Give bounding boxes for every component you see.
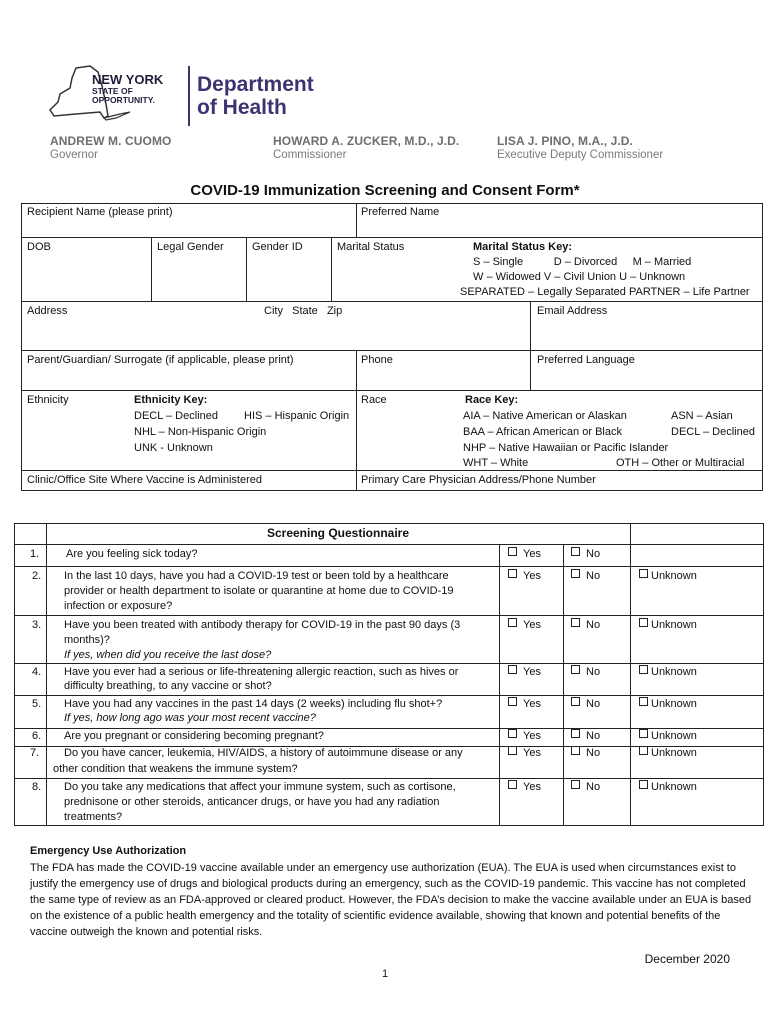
checkbox-icon[interactable] bbox=[508, 697, 517, 706]
gender-id-field[interactable]: Gender ID bbox=[252, 241, 303, 253]
checkbox-icon[interactable] bbox=[508, 729, 517, 738]
question-number: 4. bbox=[32, 666, 42, 678]
guardian-field[interactable]: Parent/Guardian/ Surrogate (if applicable, please print) bbox=[27, 354, 294, 366]
question-text: months)? bbox=[64, 634, 110, 646]
checkbox-icon[interactable] bbox=[639, 746, 648, 755]
q1-yes-option[interactable]: Yes bbox=[508, 547, 541, 563]
marital-key-title: Marital Status Key: bbox=[473, 241, 573, 253]
ethnicity-key-decl: DECL – Declined bbox=[134, 410, 218, 422]
question-number: 3. bbox=[32, 619, 42, 631]
checkbox-icon[interactable] bbox=[639, 569, 648, 578]
q6-yes-option[interactable]: Yes bbox=[508, 729, 541, 745]
question-text: provider or health department to isolate or quarantine at home due to COVID-19 bbox=[64, 585, 454, 597]
race-key-title: Race Key: bbox=[465, 394, 519, 406]
race-key-nhp: NHP – Native Hawaiian or Pacific Islander bbox=[463, 442, 669, 454]
question-text: Have you had any vaccines in the past 14 days (2 weeks) including flu shot+? bbox=[64, 698, 443, 710]
checkbox-icon[interactable] bbox=[508, 746, 517, 755]
ny-logo-line2: STATE OF bbox=[92, 86, 133, 96]
q6-no-option[interactable]: No bbox=[571, 729, 600, 745]
marital-key-line3: SEPARATED – Legally Separated PARTNER – Life Partner bbox=[460, 286, 750, 298]
q3-unknown-option[interactable]: Unknown bbox=[639, 618, 697, 634]
q7-yes-option[interactable]: Yes bbox=[508, 746, 541, 762]
checkbox-icon[interactable] bbox=[508, 665, 517, 674]
official-title-2: Commissioner bbox=[273, 149, 347, 161]
q7-unknown-option[interactable]: Unknown bbox=[639, 746, 697, 762]
q6-unknown-option[interactable]: Unknown bbox=[639, 729, 697, 745]
checkbox-icon[interactable] bbox=[571, 780, 580, 789]
checkbox-icon[interactable] bbox=[571, 729, 580, 738]
race-key-baa: BAA – African American or Black bbox=[463, 426, 622, 438]
email-field[interactable]: Email Address bbox=[537, 305, 608, 317]
logo-divider bbox=[188, 66, 190, 126]
question-text: In the last 10 days, have you had a COVID-19 test or been told by a healthcare bbox=[64, 570, 449, 582]
q2-unknown-option[interactable]: Unknown bbox=[639, 569, 697, 585]
q8-unknown-option[interactable]: Unknown bbox=[639, 780, 697, 796]
q5-no-option[interactable]: No bbox=[571, 697, 600, 713]
checkbox-icon[interactable] bbox=[571, 665, 580, 674]
ethnicity-key-nhl: NHL – Non-Hispanic Origin bbox=[134, 426, 267, 438]
q2-yes-option[interactable]: Yes bbox=[508, 569, 541, 585]
q2-no-option[interactable]: No bbox=[571, 569, 600, 585]
city-state-zip-field[interactable]: City State Zip bbox=[264, 305, 343, 317]
checkbox-icon[interactable] bbox=[508, 780, 517, 789]
checkbox-icon[interactable] bbox=[639, 618, 648, 627]
question-text: Have you been treated with antibody therapy for COVID-19 in the past 90 days (3 bbox=[64, 619, 461, 631]
screening-title: Screening Questionnaire bbox=[266, 526, 410, 540]
race-field[interactable]: Race bbox=[361, 394, 387, 406]
marital-key-line2: W – Widowed V – Civil Union U – Unknown bbox=[473, 271, 686, 283]
q4-unknown-option[interactable]: Unknown bbox=[639, 665, 697, 681]
footer-date: December 2020 bbox=[644, 952, 730, 966]
official-name-3: LISA J. PINO, M.A., J.D. bbox=[497, 134, 633, 148]
pcp-field[interactable]: Primary Care Physician Address/Phone Number bbox=[361, 474, 596, 486]
eua-heading: Emergency Use Authorization bbox=[30, 845, 187, 857]
race-key-asn: ASN – Asian bbox=[671, 410, 733, 422]
question-text: Are you pregnant or considering becoming pregnant? bbox=[64, 730, 324, 742]
dept-line2: of Health bbox=[197, 96, 287, 119]
checkbox-icon[interactable] bbox=[571, 618, 580, 627]
official-name-1: ANDREW M. CUOMO bbox=[50, 134, 172, 148]
question-text: Do you take any medications that affect your immune system, such as cortisone, bbox=[64, 781, 456, 793]
question-text: difficulty breathing, to any vaccine or shot? bbox=[64, 680, 272, 692]
question-number: 1. bbox=[30, 548, 40, 560]
phone-field[interactable]: Phone bbox=[361, 354, 393, 366]
checkbox-icon[interactable] bbox=[508, 618, 517, 627]
dob-field[interactable]: DOB bbox=[27, 241, 51, 253]
ny-logo-line1: NEW YORK bbox=[92, 72, 164, 87]
form-title: COVID-19 Immunization Screening and Consent Form* bbox=[190, 182, 580, 199]
checkbox-icon[interactable] bbox=[508, 569, 517, 578]
checkbox-icon[interactable] bbox=[571, 697, 580, 706]
q5-unknown-option[interactable]: Unknown bbox=[639, 697, 697, 713]
q1-no-option[interactable]: No bbox=[571, 547, 600, 563]
official-name-2: HOWARD A. ZUCKER, M.D., J.D. bbox=[273, 134, 460, 148]
q3-yes-option[interactable]: Yes bbox=[508, 618, 541, 634]
checkbox-icon[interactable] bbox=[508, 547, 517, 556]
preferred-name-field[interactable]: Preferred Name bbox=[361, 206, 440, 218]
page-number: 1 bbox=[381, 968, 389, 980]
q7-no-option[interactable]: No bbox=[571, 746, 600, 762]
question-text: Do you have cancer, leukemia, HIV/AIDS, a history of autoimmune disease or any bbox=[64, 747, 463, 759]
checkbox-icon[interactable] bbox=[571, 569, 580, 578]
checkbox-icon[interactable] bbox=[639, 780, 648, 789]
clinic-site-field[interactable]: Clinic/Office Site Where Vaccine is Administered bbox=[27, 474, 262, 486]
question-text: Are you feeling sick today? bbox=[66, 548, 198, 560]
race-key-aia: AIA – Native American or Alaskan bbox=[463, 410, 627, 422]
checkbox-icon[interactable] bbox=[639, 665, 648, 674]
question-followup: If yes, when did you receive the last dose? bbox=[64, 649, 272, 661]
official-title-3: Executive Deputy Commissioner bbox=[497, 149, 664, 161]
question-number: 7. bbox=[30, 747, 40, 759]
eua-body: The FDA has made the COVID-19 vaccine available under an emergency use authorization (EUA). The EUA is used when circumstances exist to justify the emergency use of drugs and biological products during an emergency, such as the COVID-19 pandemic. This vaccine has not completed the same type of review as an FDA-approved or cleared product. However, the FDA’s decision to make the vaccine available under an EUA is based on the existence of a public health emergency and the totality of scientific evidence available, showing that known and potential benefits of the vaccine outweigh the known and potential risks. bbox=[30, 862, 752, 938]
ethnicity-key-title: Ethnicity Key: bbox=[134, 394, 208, 406]
question-followup: If yes, how long ago was your most recent vaccine? bbox=[64, 712, 316, 724]
question-text: infection or exposure? bbox=[64, 600, 173, 612]
question-text: prednisone or other steroids, anticancer drugs, or have you had any radiation bbox=[64, 796, 440, 808]
marital-status-field[interactable]: Marital Status bbox=[337, 241, 405, 253]
question-number: 2. bbox=[32, 570, 42, 582]
q4-no-option[interactable]: No bbox=[571, 665, 600, 681]
marital-key-line1: S – Single D – Divorced M – Married bbox=[473, 256, 692, 268]
official-title-1: Governor bbox=[50, 149, 98, 161]
q8-no-option[interactable]: No bbox=[571, 780, 600, 796]
q8-yes-option[interactable]: Yes bbox=[508, 780, 541, 796]
q4-yes-option[interactable]: Yes bbox=[508, 665, 541, 681]
checkbox-icon[interactable] bbox=[639, 697, 648, 706]
question-text: Have you ever had a serious or life-threatening allergic reaction, such as hives or bbox=[64, 666, 459, 678]
checkbox-icon[interactable] bbox=[571, 746, 580, 755]
recipient-name-field[interactable]: Recipient Name (please print) bbox=[27, 206, 173, 218]
ethnicity-field[interactable]: Ethnicity bbox=[27, 394, 69, 406]
race-key-decl: DECL – Declined bbox=[671, 426, 755, 438]
question-number: 8. bbox=[32, 781, 42, 793]
race-key-wht: WHT – White bbox=[463, 457, 529, 469]
ethnicity-key-unk: UNK - Unknown bbox=[134, 442, 213, 454]
q3-no-option[interactable]: No bbox=[571, 618, 600, 634]
question-text: other condition that weakens the immune system? bbox=[53, 763, 298, 775]
question-number: 6. bbox=[32, 730, 42, 742]
ny-logo-line3: OPPORTUNITY. bbox=[92, 95, 155, 105]
question-text: treatments? bbox=[64, 811, 123, 823]
legal-gender-field[interactable]: Legal Gender bbox=[157, 241, 224, 253]
checkbox-icon[interactable] bbox=[571, 547, 580, 556]
ethnicity-key-his: HIS – Hispanic Origin bbox=[244, 410, 350, 422]
q5-yes-option[interactable]: Yes bbox=[508, 697, 541, 713]
dept-line1: Department bbox=[197, 73, 314, 96]
checkbox-icon[interactable] bbox=[639, 729, 648, 738]
question-number: 5. bbox=[32, 698, 42, 710]
race-key-oth: OTH – Other or Multiracial bbox=[616, 457, 745, 469]
preferred-language-field[interactable]: Preferred Language bbox=[537, 354, 635, 366]
address-field[interactable]: Address bbox=[27, 305, 68, 317]
